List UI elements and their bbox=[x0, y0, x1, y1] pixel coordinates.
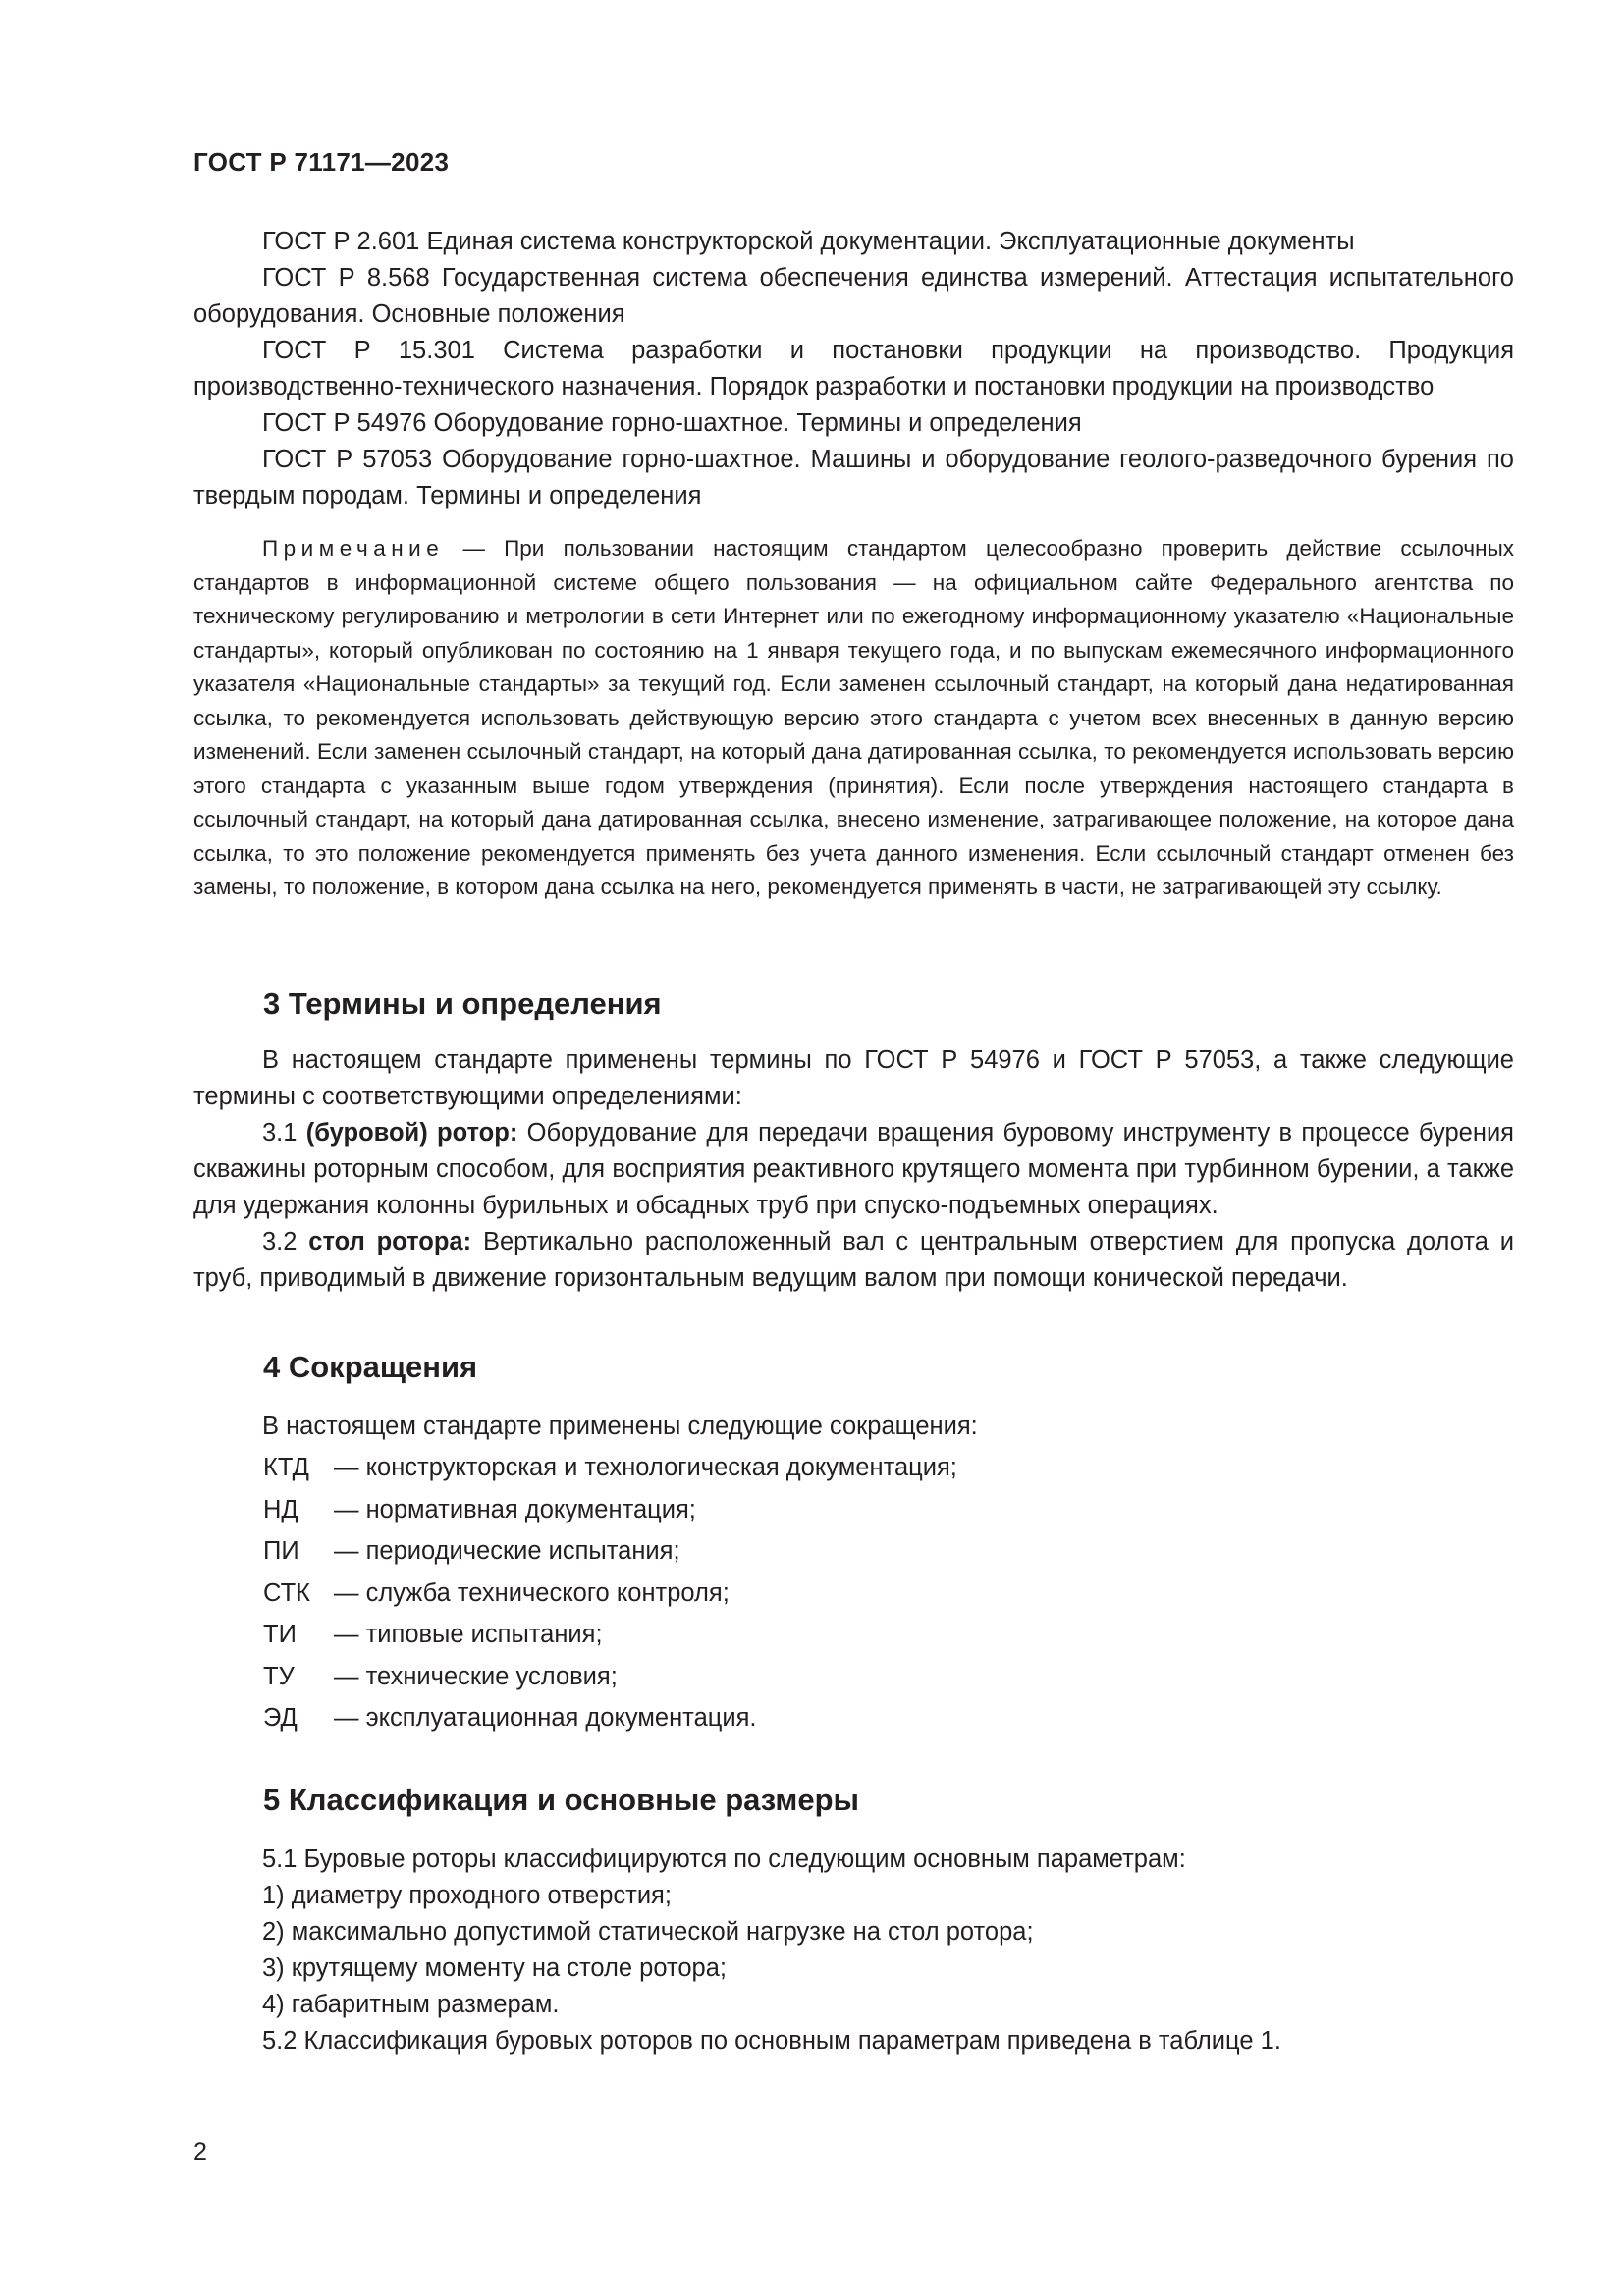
note-text: — При пользовании настоящим стандартом целесообразно проверить действие ссылочных стандартов в информационной системе общего пользования — на официальном сайте Федерального агентства по техническому регулированию и метрологии в сети Интернет или по ежегодному информационному указателю «Национальные стандарты», который опубликован по состоянию на 1 января текущего года, и по выпускам ежемесячного информационного указателя «Национальные стандарты» за текущий год. Если заменен ссылочный стандарт, на который дана недатированная ссылка, то рекомендуется использовать действующую версию этого стандарта с учетом всех внесенных в данную версию изменений. Если заменен ссылочный стандарт, на который дана датированная ссылка, то рекомендуется использовать версию этого стандарта с указанным выше годом утверждения (принятия). Если после утверждения настоящего стандарта в ссылочный стандарт, на который дана датированная ссылка, внесено изменение, затрагивающее положение, на которое дана ссылка, то это положение рекомендуется применять без учета данного изменения. Если ссылочный стандарт отменен без замены, то положение, в котором дана ссылка на него, рекомендуется применять в части, не затрагивающей эту ссылку. bbox=[193, 536, 1514, 899]
abbreviation: ТИ bbox=[263, 1621, 297, 1648]
reference-code: ГОСТ Р 15.301 bbox=[262, 337, 475, 364]
abbreviation-item bbox=[263, 1697, 957, 1739]
normative-references bbox=[193, 224, 1514, 514]
section-4-intro: В настоящем стандарте применены следующие сокращения: bbox=[262, 1413, 978, 1440]
section-3-body bbox=[193, 1042, 1514, 1297]
reference-code: ГОСТ Р 2.601 bbox=[262, 228, 420, 255]
classification-line: 5.2 Классификация буровых роторов по основным параметрам приведена в таблице 1. bbox=[262, 2027, 1281, 2055]
abbreviation-item bbox=[263, 1573, 957, 1615]
note-label: Примечание bbox=[262, 536, 445, 561]
reference-item bbox=[193, 442, 1514, 514]
reference-title: Оборудование горно-шахтное. Термины и определения bbox=[433, 409, 1082, 437]
abbreviation-meaning: — периодические испытания; bbox=[334, 1537, 680, 1565]
term-definition bbox=[193, 1115, 1514, 1224]
abbreviation-meaning: — служба технического контроля; bbox=[334, 1578, 730, 1607]
section-5-body bbox=[193, 1842, 1514, 2059]
abbreviation: КТД bbox=[263, 1454, 309, 1481]
abbreviation-item bbox=[263, 1530, 957, 1573]
abbreviation-meaning: — эксплуатационная документация. bbox=[334, 1704, 757, 1732]
reference-code: ГОСТ Р 57053 bbox=[262, 446, 433, 473]
classification-line: 4) габаритным размерам. bbox=[262, 1991, 560, 2018]
section-5-heading: 5 Классификация и основные размеры bbox=[263, 1783, 859, 1817]
section-3-heading: 3 Термины и определения bbox=[263, 987, 662, 1021]
abbreviation-item bbox=[263, 1447, 957, 1489]
classification-line: 2) максимально допустимой статической нагрузке на стол ротора; bbox=[262, 1918, 1034, 1946]
reference-item bbox=[193, 260, 1514, 333]
term-name: (буровой) ротор: bbox=[305, 1119, 518, 1147]
abbreviation-meaning: — технические условия; bbox=[334, 1662, 618, 1690]
section-4-intro-wrap bbox=[193, 1406, 1514, 1447]
term-definition-text: Оборудование для передачи вращения буровому инструменту в процессе бурения скважины роторным способом, для восприятия реактивного крутящего момента при турбинном бурении, а также для удержания колонны бурильных и обсадных труб при спуско-подъемных операциях. bbox=[193, 1119, 1514, 1219]
reference-title: Оборудование горно-шахтное. Машины и оборудование геолого-разведочного бурения по твердым породам. Термины и определения bbox=[193, 446, 1514, 509]
term-definition-text: Вертикально расположенный вал с центральным отверстием для пропуска долота и труб, приводимый в движение горизонтальным ведущим валом при помощи конической передачи. bbox=[193, 1228, 1514, 1292]
classification-line: 3) крутящему моменту на столе ротора; bbox=[262, 1954, 727, 1982]
abbreviation: ПИ bbox=[263, 1537, 299, 1565]
abbreviation: ЭД bbox=[263, 1704, 298, 1732]
classification-line: 5.1 Буровые роторы классифицируются по следующим основным параметрам: bbox=[262, 1845, 1186, 1873]
reference-item bbox=[193, 405, 1514, 442]
abbreviation-item bbox=[263, 1489, 957, 1531]
references-note bbox=[193, 532, 1514, 905]
abbreviation-item bbox=[263, 1656, 957, 1698]
term-number: 3.1 bbox=[262, 1119, 298, 1147]
term-number: 3.2 bbox=[262, 1228, 298, 1255]
term-definition bbox=[193, 1224, 1514, 1297]
abbreviation-list bbox=[263, 1447, 957, 1739]
page-header-doc-code: ГОСТ Р 71171—2023 bbox=[193, 147, 450, 177]
section-3-intro: В настоящем стандарте применены термины по ГОСТ Р 54976 и ГОСТ Р 57053, а также следующие термины с соответствующими определениями: bbox=[193, 1046, 1514, 1110]
reference-title: Единая система конструкторской документации. Эксплуатационные документы bbox=[426, 228, 1355, 255]
abbreviation-meaning: — конструкторская и технологическая документация; bbox=[334, 1454, 957, 1481]
reference-code: ГОСТ Р 54976 bbox=[262, 409, 427, 437]
abbreviation-meaning: — нормативная документация; bbox=[334, 1495, 696, 1523]
reference-item bbox=[193, 224, 1514, 260]
reference-title: Государственная система обеспечения единства измерений. Аттестация испытательного оборудования. Основные положения bbox=[193, 264, 1514, 328]
classification-line: 1) диаметру проходного отверстия; bbox=[262, 1882, 672, 1909]
page-number: 2 bbox=[193, 2138, 207, 2165]
reference-item bbox=[193, 333, 1514, 405]
abbreviation: ТУ bbox=[263, 1662, 295, 1690]
term-name: стол ротора: bbox=[308, 1228, 472, 1255]
note-paragraph bbox=[193, 532, 1514, 905]
reference-code: ГОСТ Р 8.568 bbox=[262, 264, 430, 292]
abbreviation: СТК bbox=[263, 1578, 310, 1607]
abbreviation: НД bbox=[263, 1495, 298, 1523]
abbreviation-meaning: — типовые испытания; bbox=[334, 1621, 603, 1648]
abbreviation-item bbox=[263, 1614, 957, 1656]
reference-title: Система разработки и постановки продукции на производство. Продукция производственно-технического назначения. Порядок разработки и постановки продукции на производство bbox=[193, 337, 1514, 400]
section-4-heading: 4 Сокращения bbox=[263, 1350, 478, 1384]
